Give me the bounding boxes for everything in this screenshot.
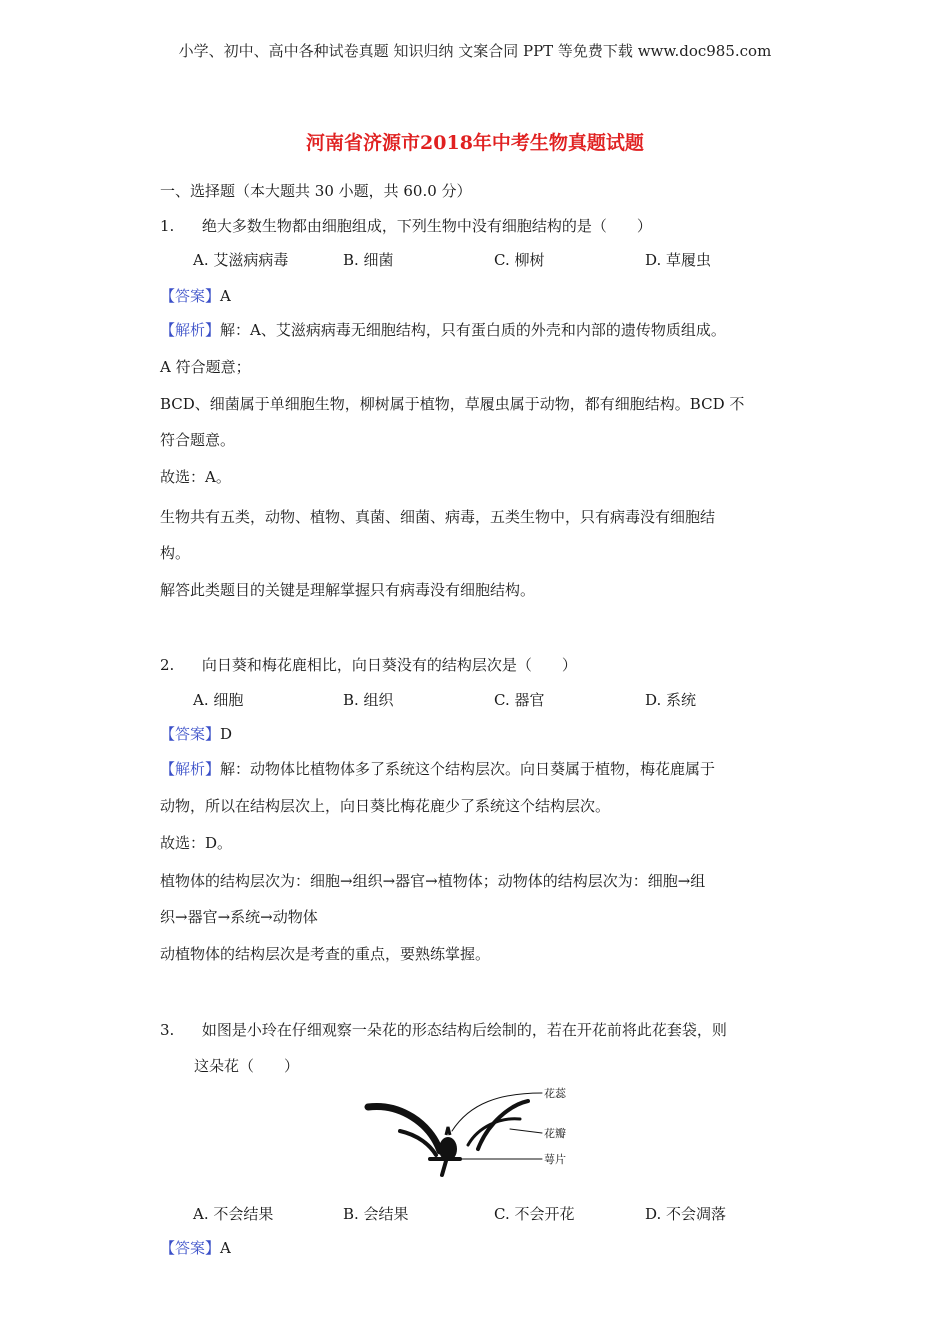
question-3 xyxy=(160,1020,727,1040)
section-heading: 一、选择题（本大题共 30 小题，共 60.0 分） xyxy=(160,182,472,200)
answer-value: D xyxy=(220,725,233,743)
question-1 xyxy=(160,216,652,236)
option-a: A. 细胞 xyxy=(193,691,244,709)
option-d: D. 系统 xyxy=(645,691,697,709)
analysis-text: BCD、细菌属于单细胞生物，柳树属于植物，草履虫属于动物，都有细胞结构。BCD 不 xyxy=(160,395,745,413)
stem xyxy=(442,1161,446,1175)
analysis-line xyxy=(160,320,726,340)
answer-value: A xyxy=(220,287,231,305)
option-d: D. 不会凋落 xyxy=(645,1205,727,1223)
label-stamen: 花蕊 xyxy=(544,1087,566,1100)
question-stem-cont: 这朵花（ ） xyxy=(194,1057,300,1075)
flower-diagram xyxy=(360,1083,590,1178)
answer-value: A xyxy=(220,1239,231,1257)
stamen xyxy=(446,1127,450,1135)
option-b: B. 会结果 xyxy=(343,1205,409,1223)
analysis-tag: 【解析】 xyxy=(160,760,221,778)
pistil xyxy=(439,1137,457,1161)
analysis-text: 生物共有五类，动物、植物、真菌、细菌、病毒，五类生物中，只有病毒没有细胞结 xyxy=(160,508,716,526)
analysis-text: 符合题意。 xyxy=(160,431,236,449)
analysis-text: 动植物体的结构层次是考查的重点，要熟练掌握。 xyxy=(160,945,491,963)
analysis-text: 故选：A。 xyxy=(160,468,231,486)
question-stem: 向日葵和梅花鹿相比，向日葵没有的结构层次是（ ） xyxy=(201,656,577,674)
answer-tag: 【答案】 xyxy=(160,725,221,743)
analysis-text: 植物体的结构层次为：细胞→组织→器官→植物体；动物体的结构层次为：细胞→组 xyxy=(160,872,706,890)
leader-line-petal xyxy=(510,1129,542,1133)
petal-right-outer xyxy=(478,1101,528,1149)
analysis-text: 解答此类题目的关键是理解掌握只有病毒没有细胞结构。 xyxy=(160,581,536,599)
option-b: B. 组织 xyxy=(343,691,394,709)
question-stem: 如图是小玲在仔细观察一朵花的形态结构后绘制的，若在开花前将此花套袋，则 xyxy=(201,1021,727,1039)
option-d: D. 草履虫 xyxy=(645,251,712,269)
option-a: A. 不会结果 xyxy=(193,1205,274,1223)
option-a: A. 艾滋病病毒 xyxy=(193,251,289,269)
site-header: 小学、初中、高中各种试卷真题 知识归纳 文案合同 PPT 等免费下载 www.doc985.com xyxy=(178,42,772,60)
option-c: C. 柳树 xyxy=(494,251,545,269)
analysis-tag: 【解析】 xyxy=(160,321,221,339)
question-2 xyxy=(160,655,577,675)
option-b: B. 细菌 xyxy=(343,251,394,269)
analysis-text: 织→器官→系统→动物体 xyxy=(160,908,318,926)
analysis-text: A 符合题意； xyxy=(160,358,251,376)
question-number: 1. xyxy=(160,217,175,235)
option-c: C. 器官 xyxy=(494,691,545,709)
analysis-text: 解：A、艾滋病病毒无细胞结构，只有蛋白质的外壳和内部的遗传物质组成。 xyxy=(220,321,726,339)
page-title: 河南省济源市2018年中考生物真题试题 xyxy=(306,132,644,154)
analysis-text: 故选：D。 xyxy=(160,834,233,852)
question-stem: 绝大多数生物都由细胞组成，下列生物中没有细胞结构的是（ ） xyxy=(201,217,652,235)
question-number: 2. xyxy=(160,656,175,674)
petal-right-inner xyxy=(468,1119,520,1145)
answer-line xyxy=(160,286,231,306)
option-c: C. 不会开花 xyxy=(494,1205,575,1223)
analysis-line xyxy=(160,759,715,779)
label-petal: 花瓣 xyxy=(544,1127,566,1140)
answer-tag: 【答案】 xyxy=(160,1239,221,1257)
leader-line-stamen xyxy=(452,1093,542,1131)
answer-line xyxy=(160,1238,231,1258)
analysis-text: 构。 xyxy=(160,544,191,562)
answer-tag: 【答案】 xyxy=(160,287,221,305)
analysis-text: 动物，所以在结构层次上，向日葵比梅花鹿少了系统这个结构层次。 xyxy=(160,797,611,815)
analysis-text: 解：动物体比植物体多了系统这个结构层次。向日葵属于植物，梅花鹿属于 xyxy=(220,760,716,778)
question-number: 3. xyxy=(160,1021,175,1039)
answer-line xyxy=(160,724,232,744)
label-sepal: 萼片 xyxy=(544,1153,566,1166)
